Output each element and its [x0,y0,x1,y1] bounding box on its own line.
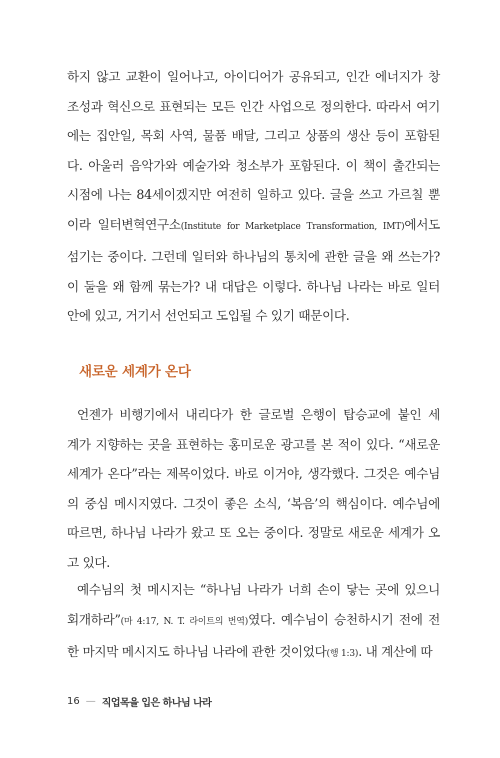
text-segment: 회개하라” [67,611,121,627]
text-line-mixed [67,210,440,243]
text-line: 예수님의 첫 메시지는 “하나님 나라가 너희 손이 닿는 곳에 있으니 [77,582,440,597]
text-line: 섬기는 중이다. 그런데 일터와 하나님의 통치에 관한 글을 왜 쓰는가? [67,249,440,264]
text-line: 세계가 온다”라는 제목이었다. 바로 이거야, 생각했다. 그것은 예수님 [67,466,440,481]
text-segment: . 내 계산에 따 [358,644,433,659]
text-segment: 에서도 [404,216,440,232]
inline-small-text: (Institute for Marketplace Transformation, IMT) [180,221,405,232]
text-line-mixed [67,637,440,670]
text-line: 계가 지향하는 곳을 표현하는 홍미로운 광고를 본 적이 있다. “새로운 [67,436,440,452]
text-line: 안에 있고, 거기서 선언되고 도입될 수 있기 때문이다. [67,308,350,323]
body-paragraph-1 [67,62,440,331]
footer-separator: — [85,696,96,707]
text-line-mixed [67,605,440,638]
text-line: 에는 집안일, 목회 사역, 물품 배달, 그리고 상품의 생산 등이 포함된 [67,128,440,143]
text-line: 조성과 혁신으로 표현되는 모든 인간 사업으로 정의한다. 따라서 여기 [67,98,440,114]
running-title: 직업목을 입은 하나님 나라 [101,698,212,709]
text-line: 이 둘을 왜 함께 묶는가? 내 대답은 이렇다. 하나님 나라는 바로 일터 [67,278,440,294]
body-paragraph-3 [67,575,440,670]
text-segment: 이라 일터변혁연구소 [67,216,181,232]
text-line: 고 있다. [67,554,111,570]
text-line: 따르면, 하나님 나라가 왔고 또 오는 중이다. 정말로 새로운 세계가 오 [67,525,440,540]
page-number: 16 [67,696,80,707]
body-paragraph-2 [67,400,440,577]
section-heading: 새로운 세계가 온다 [79,364,191,380]
text-segment: 였다. 예수님이 승천하시기 전에 전 [248,611,440,627]
inline-small-text: (마 4:17, N. T. 라이트의 번역) [120,616,249,627]
text-line: 시점에 나는 84세이겠지만 여전히 일하고 있다. 글을 쓰고 가르칠 뿐 [67,187,440,202]
text-line: 다. 아울러 음악가와 예술가와 청소부가 포함된다. 이 책이 출간되는 [67,157,440,173]
page-footer [67,694,211,709]
text-line: 언젠가 비행기에서 내리다가 한 글로벌 은행이 탑승교에 붙인 세 [77,407,440,422]
text-segment: 한 마지막 메시지도 하나님 나라에 관한 것이었다 [67,644,327,659]
inline-small-text: (행 1:3) [326,649,359,659]
text-line: 하지 않고 교환이 일어나고, 아이디어가 공유되고, 인간 에너지가 창 [67,69,440,84]
text-line: 의 중심 메시지였다. 그것이 좋은 소식, ‘복음’의 핵심이다. 예수님에 [67,495,440,511]
